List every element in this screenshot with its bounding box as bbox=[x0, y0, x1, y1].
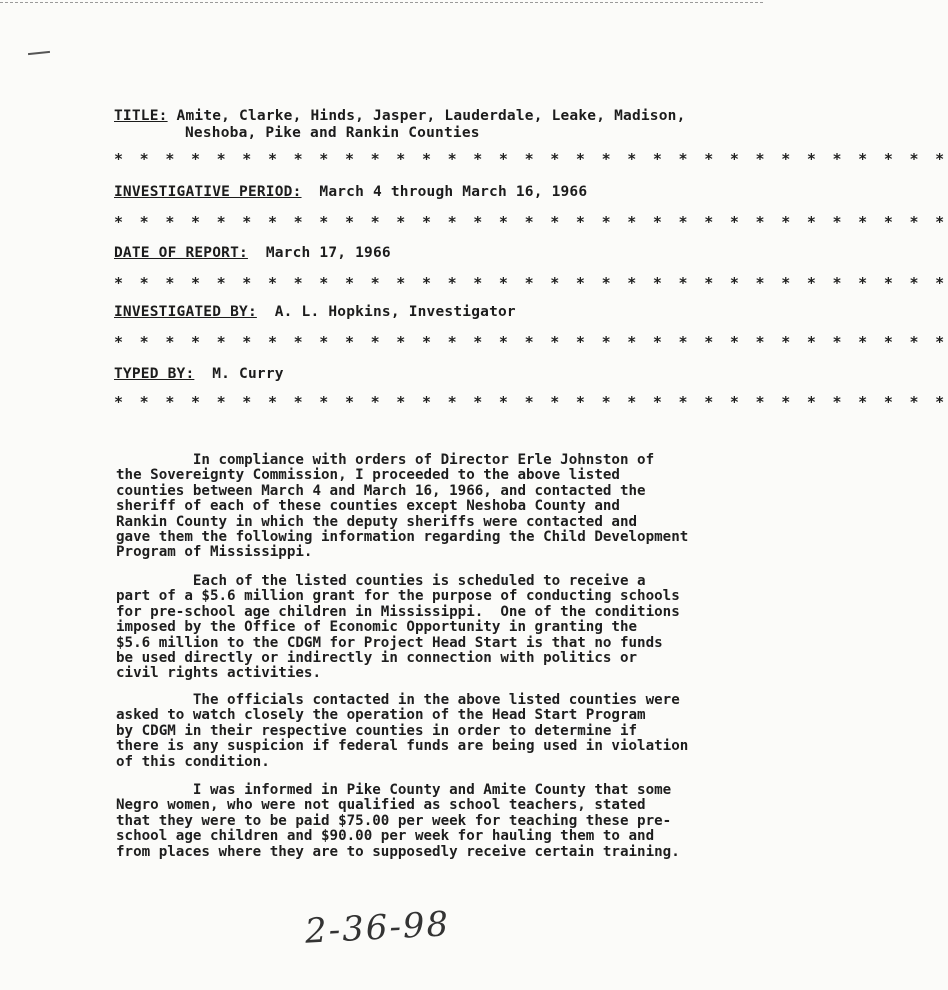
title-field bbox=[114, 108, 686, 142]
separator-2: * * * * * * * * * * * * * * * * * * * * * * * * * * * * * * * * * bbox=[114, 213, 948, 231]
body-paragraph-2: Each of the listed counties is scheduled to receive a part of a $5.6 million grant for the purpose of conducting schools for pre-school age children in Mississippi. One of the conditions imposed by the Office of Economic Opportunity in granting the $5.6 million to the CDGM for Project Head Start is that no funds be used directly or indirectly in connection with politics or civil rights activities. bbox=[116, 573, 680, 682]
scan-top-border bbox=[0, 2, 763, 3]
date-of-report-field bbox=[114, 245, 391, 261]
investigative-period-field bbox=[114, 184, 587, 200]
handwritten-file-number: 2-36-98 bbox=[304, 904, 452, 952]
investigated-by-field bbox=[114, 304, 516, 320]
date-label: DATE OF REPORT: bbox=[114, 245, 248, 261]
body-paragraph-3: The officials contacted in the above listed counties were asked to watch closely the operation of the Head Start Program by CDGM in their respective counties in order to determine if there is any suspicion if federal funds are being used in violation of this condition. bbox=[116, 692, 689, 770]
separator-4: * * * * * * * * * * * * * * * * * * * * * * * * * * * * * * * * * bbox=[114, 333, 948, 351]
investigator-label: INVESTIGATED BY: bbox=[114, 304, 257, 320]
title-line-1: Amite, Clarke, Hinds, Jasper, Lauderdale, Leake, Madison, bbox=[167, 108, 686, 124]
period-label: INVESTIGATIVE PERIOD: bbox=[114, 184, 302, 200]
typed-by-field bbox=[114, 366, 284, 382]
body-paragraph-4: I was informed in Pike County and Amite County that some Negro women, who were not qualified as school teachers, stated that they were to be paid $75.00 per week for teaching these pre- school age children and $90.00 per week for hauling them to and from places where they are to supposedly receive certain training. bbox=[116, 782, 680, 860]
date-value: March 17, 1966 bbox=[247, 245, 391, 261]
typed-value: M. Curry bbox=[194, 366, 284, 382]
separator-1: * * * * * * * * * * * * * * * * * * * * * * * * * * * * * * * * * bbox=[114, 150, 948, 168]
body-paragraph-1: In compliance with orders of Director Erle Johnston of the Sovereignty Commission, I proceeded to the above listed counties between March 4 and March 16, 1966, and contacted the sheriff of each of these counties except Neshoba County and Rankin County in which the deputy sheriffs were contacted and gave them the following information regarding the Child Development Program of Mississippi. bbox=[116, 452, 689, 561]
separator-5: * * * * * * * * * * * * * * * * * * * * * * * * * * * * * * * * * bbox=[114, 393, 948, 411]
scan-mark bbox=[28, 51, 50, 55]
title-line-2: Neshoba, Pike and Rankin Counties bbox=[185, 125, 480, 141]
period-value: March 4 through March 16, 1966 bbox=[301, 184, 588, 200]
investigator-value: A. L. Hopkins, Investigator bbox=[256, 304, 516, 320]
title-label: TITLE: bbox=[114, 108, 168, 124]
typed-label: TYPED BY: bbox=[114, 366, 195, 382]
separator-3: * * * * * * * * * * * * * * * * * * * * * * * * * * * * * * * * * bbox=[114, 274, 948, 292]
